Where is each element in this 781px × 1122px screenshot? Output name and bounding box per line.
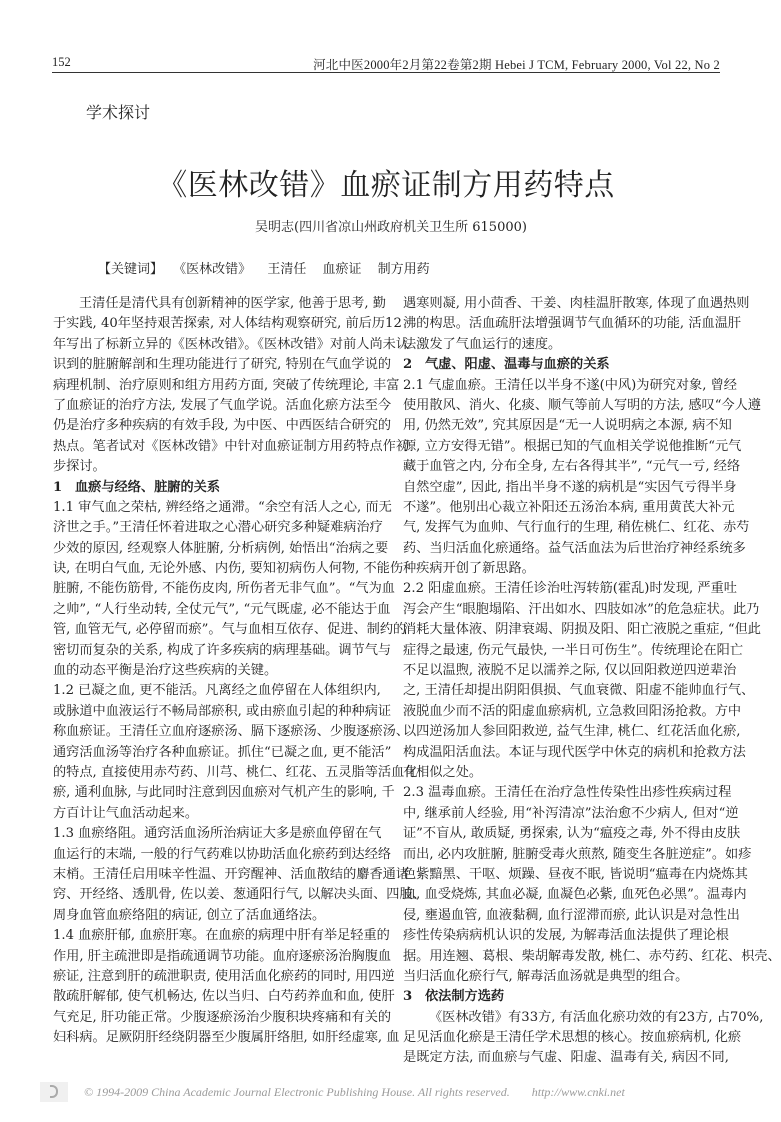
text-line: 1.4 血瘀肝郁, 血瘀肝寒。在血瘀的病理中肝有举足轻重的	[53, 928, 390, 944]
text-line: 1.1 审气血之荣枯, 辨经络之通滞。“余空有活人之心, 而无	[53, 499, 392, 515]
text-line: 诀, 在明白气血, 无论外感、内伤, 要知初病伤人何物, 不能伤	[53, 561, 404, 577]
section-heading-text: 依法制方选药	[425, 989, 505, 1005]
paragraph	[403, 376, 761, 580]
text-line: 管, 血管无气, 必停留而瘀”。气与血相互依存、促进、制约的	[53, 622, 407, 638]
text-line: 以四逆汤加人参回阳救逆, 益气生津, 桃仁、红花活血化瘀,	[403, 724, 741, 740]
keywords	[98, 258, 442, 277]
section-label: 学术探讨	[86, 103, 151, 122]
section-number: 3	[403, 989, 413, 1005]
text-line: 少效的原因, 经观察人体脏腑, 分析病例, 始悟出“治病之要	[53, 540, 389, 556]
section-heading-text: 气虚、阳虚、温毒与血瘀的关系	[425, 357, 610, 373]
text-line: 步探讨。	[53, 459, 106, 475]
text-line: 疹性传染病病机认识的发展, 为解毒活血法提供了理论根	[403, 928, 729, 944]
text-line: 中, 继承前人经验, 用“补泻清凉”法治愈不少病人, 但对“逆	[403, 805, 739, 821]
paragraph	[53, 824, 426, 926]
text-line: 血的动态平衡是治疗这些疾病的关键。	[53, 663, 278, 679]
text-line: 血运行的末端, 一般的行气药难以协助活血化瘀药到达经络	[53, 846, 392, 862]
text-line: 妇科病。足厥阴肝经绕阴器至少腹属肝络胆, 如肝经虚寒, 血	[53, 1030, 400, 1046]
paragraph	[53, 926, 400, 1048]
paragraph	[403, 1008, 764, 1069]
text-line: 2.2 阳虚血瘀。王清任诊治吐泻转筋(霍乱)时发现, 严重吐	[403, 581, 737, 597]
text-line: 气, 发挥气为血帅、气行血行的生理, 稍佐桃仁、红花、赤芍	[403, 520, 750, 536]
paragraph	[403, 579, 761, 783]
text-line: 散疏肝解郁, 使气机畅达, 佐以当归、白芍药养血和血, 使肝	[53, 989, 395, 1005]
text-line: 不足以温煦, 液脱不足以濡养之际, 仅以回阳救逆四逆辈治	[403, 663, 737, 679]
text-line: 使用散风、消火、化痰、顺气等前人写明的方法, 感叹“今人遵	[403, 397, 761, 413]
text-line: 作用, 肝主疏泄即是指疏通调节功能。血府逐瘀汤治胸腹血	[53, 948, 392, 964]
text-line: 藏于血管之内, 分布全身, 左右各得其半”, “元气一亏, 经络	[403, 459, 741, 475]
text-line: 王清任是清代具有创新精神的医学家, 他善于思考, 勤	[79, 296, 386, 311]
text-line: 沸的构思。活血疏肝法增强调节气血循环的功能, 活血温肝	[403, 316, 742, 332]
paragraph	[53, 498, 407, 682]
text-line: 年写出了标新立异的《医林改错》。《医林改错》对前人尚未认	[53, 336, 410, 352]
text-line: 或脉道中血液运行不畅局部瘀积, 或由瘀血引起的种种病证	[53, 703, 392, 719]
text-line: 症得之最速, 伤元气最快, 一半日可伤生”。传统理论在阳亡	[403, 642, 744, 658]
keyword: 制方用药	[377, 262, 430, 277]
journal-citation: 河北中医2000年2月第22卷第2期 Hebei J TCM, February 2000, Vol 22, No 2	[313, 58, 720, 72]
paragraph	[53, 681, 418, 824]
text-line: 《医林改错》有33方, 有活血化瘀功效的有23方, 占70%,	[429, 1009, 764, 1025]
text-line: 不遂”。他别出心裁立补阳还五汤治本病, 重用黄芪大补元	[403, 499, 735, 515]
text-line: 气充足, 肝功能正常。少腹逐瘀汤治少腹积块疼痛和有关的	[53, 1009, 392, 1025]
text-line: 1.2 已凝之血, 更不能活。凡离经之血停留在人体组织内,	[53, 683, 381, 699]
running-header	[52, 52, 720, 73]
text-line: 足见活血化瘀是王清任学术思想的核心。按血瘀病机, 化瘀	[403, 1030, 742, 1046]
page-number: 152	[52, 55, 71, 69]
section-number: 2	[403, 357, 413, 373]
text-line: 血, 血受烧炼, 其血必凝, 血凝色必紫, 血死色必黑”。温毒内	[403, 887, 747, 903]
text-line: 消耗大量体液、阴津衰竭、阴损及阳、阳亡液脱之重症, “但此	[403, 622, 761, 638]
left-column	[53, 294, 426, 1048]
text-line: 遇寒则凝, 用小茴香、干姜、肉桂温肝散寒, 体现了血遇热则	[403, 296, 750, 311]
text-line: 种疾病开创了新思路。	[403, 561, 535, 577]
section-heading	[403, 987, 729, 1007]
paragraph	[403, 294, 750, 355]
text-line: 而出, 必内攻脏腑, 脏腑受毒火煎熬, 随变生各脏逆症”。如疹	[403, 846, 752, 862]
text-line: 液脱血少而不活的阳虚血瘀病机, 立急救回阳汤抢救。方中	[403, 703, 742, 719]
keyword: 《医林改错》	[173, 262, 252, 277]
text-line: 热点。笔者试对《医林改错》中针对血瘀证制方用药特点作初	[53, 438, 410, 454]
text-line: 自然空虚”, 因此, 指出半身不遂的病机是“实因气亏得半身	[403, 479, 737, 495]
text-line: 济世之手。”王清任怀着进取之心潜心研究多种疑难病治疗	[53, 520, 383, 536]
text-line: 构成温阳活血法。本证与现代医学中休克的病机和抢救方法	[403, 744, 746, 760]
keyword: 血瘀证	[322, 262, 362, 277]
paragraph	[403, 783, 781, 987]
section-number: 1	[53, 479, 63, 495]
text-line: 瘀, 通利血脉, 与此同时注意到因血瘀对气机产生的影响, 千	[53, 785, 395, 801]
text-line: 泻会产生“眼胞塌陷、汗出如水、四肢如冰”的危急症状。此乃	[403, 601, 760, 617]
article-title: 《医林改错》血瘀证制方用药特点	[157, 168, 615, 203]
keyword: 王清任	[267, 262, 307, 277]
text-line: 2.1 气虚血瘀。王清任以半身不遂(中风)为研究对象, 曾经	[403, 377, 737, 393]
author-affiliation: 吴明志(四川省凉山州政府机关卫生所 615000)	[255, 220, 527, 235]
text-line: 侵, 壅遏血管, 血液黏稠, 血行涩滞而瘀, 此认识是对急性出	[403, 907, 740, 923]
text-line: 仍是治疗多种疾病的有效手段, 为中医、中西医结合研究的	[53, 418, 392, 434]
footer	[40, 1082, 625, 1102]
text-line: 脏腑, 不能伤筋骨, 不能伤皮肉, 所伤者无非气血”。“气为血	[53, 581, 395, 597]
text-line: 色紫黯黑、干呕、烦躁、昼夜不眠, 皆说明“瘟毒在内烧炼其	[403, 866, 748, 882]
cnki-link[interactable]: http://www.cnki.net	[531, 1084, 625, 1099]
text-line: 证”不盲从, 敢质疑, 勇探索, 认为“瘟疫之毒, 外不得由皮肤	[403, 826, 741, 842]
text-line: 1.3 血瘀络阻。通窍活血汤所治病证大多是瘀血停留在气	[53, 826, 382, 842]
section-heading	[53, 478, 379, 498]
text-line: 之, 王清任却提出阴阳俱损、气血衰微、阳虚不能帅血行气、	[403, 683, 755, 699]
text-line: 据。用连翘、葛根、柴胡解毒发散, 桃仁、赤芍药、红花、枳壳、	[403, 948, 781, 964]
text-line: 窍、开经络、透肌骨, 佐以姜、葱通阳行气, 以解决头面、四肢、	[53, 887, 426, 903]
text-line: 药、当归活血化瘀通络。益气活血法为后世治疗神经系统多	[403, 540, 746, 556]
cnki-logo-icon	[40, 1082, 68, 1102]
text-line: 末梢。王清任启用味辛性温、开窍醒神、活血散结的麝香通诸	[53, 866, 410, 882]
text-line: 用, 仍然无效”, 究其原因是“无一人说明病之本源, 病不知	[403, 418, 732, 434]
paragraph	[53, 294, 410, 478]
section-heading-text: 血瘀与经络、脏腑的关系	[75, 479, 221, 495]
text-line: 瘀证, 注意到肝的疏泄职责, 使用活血化瘀药的同时, 用四逆	[53, 968, 395, 984]
section-heading	[403, 355, 729, 375]
text-line: 方百计让气血活动起来。	[53, 805, 199, 821]
right-column	[403, 294, 781, 1069]
text-line: 是既定方法, 而血瘀与气虚、阳虚、温毒有关, 病因不同,	[403, 1050, 729, 1066]
text-line: 周身血管血瘀络阻的病证, 创立了活血通络法。	[53, 907, 326, 923]
text-line: 的特点, 直接使用赤芍药、川芎、桃仁、红花、五灵脂等活血化	[53, 765, 418, 780]
copyright-text: © 1994-2009 China Academic Journal Electronic Publishing House. All rights reserved.	[84, 1084, 510, 1099]
text-line: 称血瘀证。王清任立血府逐瘀汤、膈下逐瘀汤、少腹逐瘀汤、	[53, 724, 410, 740]
text-line: 法激发了气血运行的速度。	[403, 336, 562, 352]
text-line: 有相似之处。	[403, 765, 483, 780]
keywords-label: 【关键词】	[98, 262, 164, 277]
text-line: 当归活血化瘀行气, 解毒活血汤就是典型的组合。	[403, 968, 689, 984]
text-line: 病理机制、治疗原则和组方用药方面, 突破了传统理论, 丰富	[53, 377, 400, 393]
text-line: 于实践, 40年坚持艰苦探索, 对人体结构观察研究, 前后历12	[53, 316, 402, 332]
text-line: 源, 立方安得无错”。根据已知的气血相关学说他推断“元气	[403, 438, 742, 454]
text-line: 了血瘀证的治疗方法, 发展了气血学说。活血化瘀方法至今	[53, 397, 392, 413]
text-line: 识到的脏腑解剖和生理功能进行了研究, 特别在气血学说的	[53, 357, 392, 373]
text-line: 2.3 温毒血瘀。王清任在治疗急性传染性出疹性疾病过程	[403, 785, 732, 801]
text-line: 通窍活血汤等治疗各种血瘀证。抓住“已凝之血, 更不能活”	[53, 744, 392, 760]
text-line: 密切而复杂的关系, 构成了许多疾病的病理基础。调节气与	[53, 642, 392, 658]
text-line: 之帅”, “人行坐动转, 全仗元气”, “元气既虚, 必不能达于血	[53, 601, 391, 617]
